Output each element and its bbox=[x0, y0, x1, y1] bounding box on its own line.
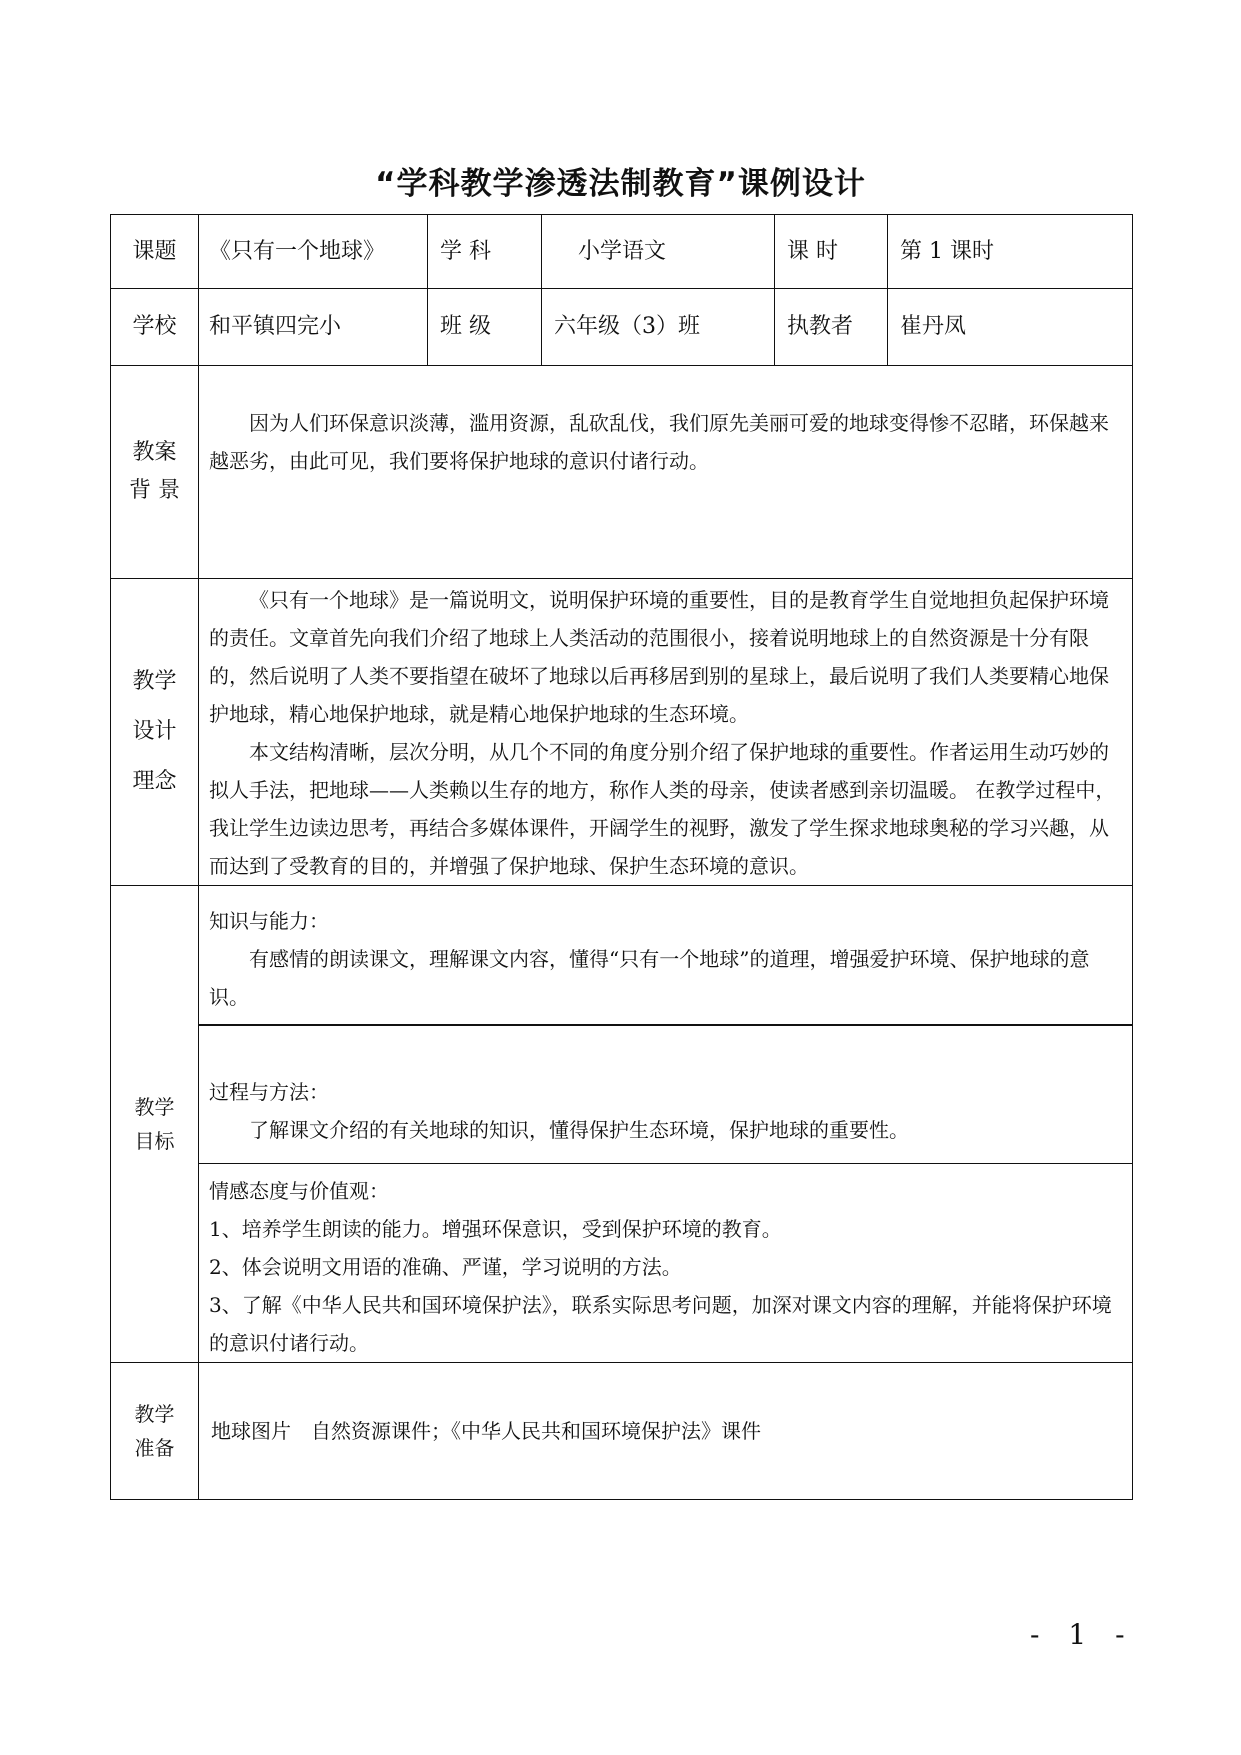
subject-label: 学 科 bbox=[428, 215, 542, 289]
design-row bbox=[111, 579, 1133, 886]
goals-label-line1: 教学 bbox=[134, 1095, 175, 1119]
topic-label: 课题 bbox=[111, 215, 199, 289]
process-text: 了解课文介绍的有关地球的知识，懂得保护生态环境，保护地球的重要性。 bbox=[249, 1118, 909, 1143]
class-value: 六年级（3）班 bbox=[542, 289, 775, 366]
goals-row-knowledge bbox=[111, 886, 1133, 1025]
lesson-design-table bbox=[110, 214, 1133, 1500]
background-label-line1: 教案 bbox=[132, 440, 177, 465]
knowledge-content bbox=[199, 886, 1133, 1025]
goals-label-line2: 目标 bbox=[134, 1129, 175, 1153]
teacher-label: 执教者 bbox=[775, 289, 888, 366]
knowledge-heading: 知识与能力： bbox=[209, 908, 329, 933]
prep-text: 地球图片 自然资源课件；《中华人民共和国环境保护法》课件 bbox=[211, 1419, 761, 1443]
process-heading: 过程与方法： bbox=[209, 1080, 329, 1105]
background-text: 因为人们环保意识淡薄，滥用资源，乱砍乱伐，我们原先美丽可爱的地球变得惨不忍睹，环保越来越恶劣，由此可见，我们要将保护地球的意识付诸行动。 bbox=[209, 411, 1109, 473]
background-label bbox=[111, 366, 199, 579]
school-value: 和平镇四完小 bbox=[199, 289, 428, 366]
info-row-1 bbox=[111, 215, 1133, 289]
prep-content bbox=[199, 1363, 1133, 1500]
school-label: 学校 bbox=[111, 289, 199, 366]
prep-label-line1: 教学 bbox=[134, 1402, 175, 1426]
info-row-2 bbox=[111, 289, 1133, 366]
page-number: - 1 - bbox=[1030, 1618, 1135, 1651]
page-title: “学科教学渗透法制教育”课例设计 bbox=[375, 166, 866, 202]
emotion-content bbox=[199, 1164, 1133, 1363]
design-paragraph-2: 本文结构清晰，层次分明，从几个不同的角度分别介绍了保护地球的重要性。作者运用生动巧妙的拟人手法，把地球——人类赖以生存的地方，称作人类的母亲，使读者感到亲切温暖。 在教学过程中，我让学生边读边思考，再结合多媒体课件，开阔学生的视野，激发了学生探求地球奥秘的学习兴趣，从而达到了受教育的目的，并增强了保护地球、保护生态环境的意识。 bbox=[209, 740, 1116, 878]
emotion-item-2: 2、体会说明文用语的准确、严谨，学习说明的方法。 bbox=[209, 1255, 682, 1279]
period-value: 第 1 课时 bbox=[888, 215, 1133, 289]
design-label-line2: 设计 bbox=[132, 719, 177, 744]
emotion-heading: 情感态度与价值观： bbox=[209, 1179, 389, 1203]
process-content bbox=[199, 1025, 1133, 1164]
prep-label-line2: 准备 bbox=[134, 1436, 175, 1460]
design-label bbox=[111, 579, 199, 886]
knowledge-text: 有感情的朗读课文，理解课文内容，懂得“只有一个地球”的道理，增强爱护环境、保护地球的意识。 bbox=[209, 946, 1090, 1009]
design-content bbox=[199, 579, 1133, 886]
design-label-line3: 理念 bbox=[132, 769, 177, 794]
topic-value: 《只有一个地球》 bbox=[199, 215, 428, 289]
emotion-item-1: 1、培养学生朗读的能力。增强环保意识，受到保护环境的教育。 bbox=[209, 1217, 782, 1241]
period-label: 课 时 bbox=[775, 215, 888, 289]
prep-row bbox=[111, 1363, 1133, 1500]
emotion-item-3: 3、了解《中华人民共和国环境保护法》，联系实际思考问题，加深对课文内容的理解，并能将保护环境的意识付诸行动。 bbox=[209, 1293, 1112, 1355]
teacher-value: 崔丹凤 bbox=[888, 289, 1133, 366]
design-paragraph-1: 《只有一个地球》是一篇说明文，说明保护环境的重要性，目的是教育学生自觉地担负起保护环境的责任。文章首先向我们介绍了地球上人类活动的范围很小，接着说明地球上的自然资源是十分有限的，然后说明了人类不要指望在破坏了地球以后再移居到别的星球上，最后说明了我们人类要精心地保护地球，精心地保护地球，就是精心地保护地球的生态环境。 bbox=[209, 588, 1109, 726]
goals-row-emotion bbox=[111, 1164, 1133, 1363]
class-label: 班 级 bbox=[428, 289, 542, 366]
goals-row-process bbox=[111, 1025, 1133, 1164]
background-row bbox=[111, 366, 1133, 579]
prep-label bbox=[111, 1363, 199, 1500]
subject-value: 小学语文 bbox=[542, 215, 775, 289]
background-label-line2: 背 景 bbox=[129, 478, 180, 503]
background-content bbox=[199, 366, 1133, 579]
goals-label bbox=[111, 886, 199, 1363]
design-label-line1: 教学 bbox=[132, 669, 177, 694]
